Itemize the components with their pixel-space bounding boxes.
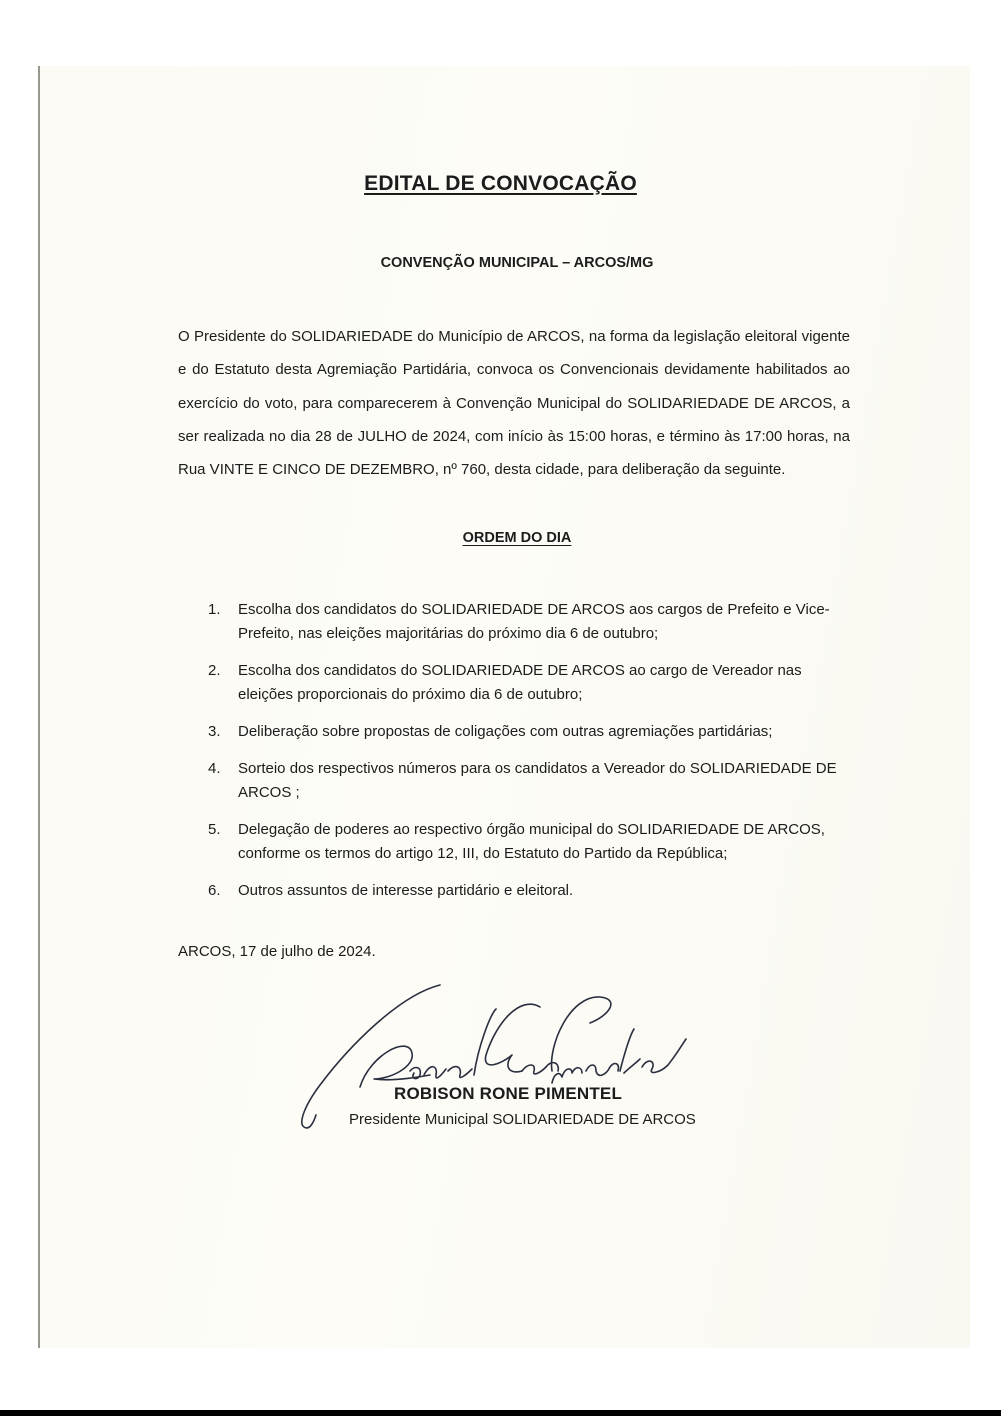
bottom-border xyxy=(0,1410,1001,1416)
agenda-list xyxy=(200,598,850,916)
agenda-item-text: Deliberação sobre propostas de coligações com outras agremiações partidárias; xyxy=(238,723,773,740)
document-title: EDITAL DE CONVOCAÇÃO xyxy=(364,172,637,195)
agenda-item xyxy=(200,720,850,744)
signer-role: Presidente Municipal SOLIDARIEDADE DE ARCOS xyxy=(349,1111,696,1128)
agenda-item-number: 2. xyxy=(208,662,221,679)
agenda-item-text: Outros assuntos de interesse partidário e eleitoral. xyxy=(238,882,574,899)
agenda-item-text: Delegação de poderes ao respectivo órgão municipal do SOLIDARIEDADE DE ARCOS, conforme os termos do artigo 12, III, do Estatuto do Partido da República; xyxy=(238,821,825,862)
agenda-item-text: Escolha dos candidatos do SOLIDARIEDADE DE ARCOS ao cargo de Vereador nas eleições proporcionais do próximo dia 6 de outubro; xyxy=(238,662,802,703)
agenda-item-number: 1. xyxy=(208,601,221,618)
intro-paragraph: O Presidente do SOLIDARIEDADE do Município de ARCOS, na forma da legislação eleitoral vigente e do Estatuto desta Agremiação Partidária, convoca os Convencionais devidamente habilitados ao exercício do voto, para comparecerem à Convenção Municipal do SOLIDARIEDADE DE ARCOS, a ser realizada no dia 28 de JULHO de 2024, com início às 15:00 horas, e término às 17:00 horas, na Rua VINTE E CINCO DE DEZEMBRO, nº 760, desta cidade, para deliberação da seguinte. xyxy=(178,328,850,479)
agenda-item-text: Sorteio dos respectivos números para os candidatos a Vereador do SOLIDARIEDADE DE ARCOS ; xyxy=(238,760,837,801)
agenda-item xyxy=(200,598,850,646)
agenda-item xyxy=(200,659,850,707)
place-and-date: ARCOS, 17 de julho de 2024. xyxy=(178,943,376,960)
agenda-item-text: Escolha dos candidatos do SOLIDARIEDADE DE ARCOS aos cargos de Prefeito e Vice-Prefeito, nas eleições majoritárias do próximo dia 6 de outubro; xyxy=(238,601,830,642)
agenda-item-number: 3. xyxy=(208,723,221,740)
agenda-item-number: 6. xyxy=(208,882,221,899)
document-subtitle: CONVENÇÃO MUNICIPAL – ARCOS/MG xyxy=(380,255,654,271)
agenda-item xyxy=(200,757,850,805)
order-of-day-heading: ORDEM DO DIA xyxy=(462,530,572,546)
agenda-item xyxy=(200,879,850,903)
agenda-item-number: 5. xyxy=(208,821,221,838)
agenda-item xyxy=(200,818,850,866)
signer-name: ROBISON RONE PIMENTEL xyxy=(394,1084,623,1103)
signature-alt: Robison Rone Pimentel xyxy=(290,975,301,976)
agenda-item-number: 4. xyxy=(208,760,221,777)
